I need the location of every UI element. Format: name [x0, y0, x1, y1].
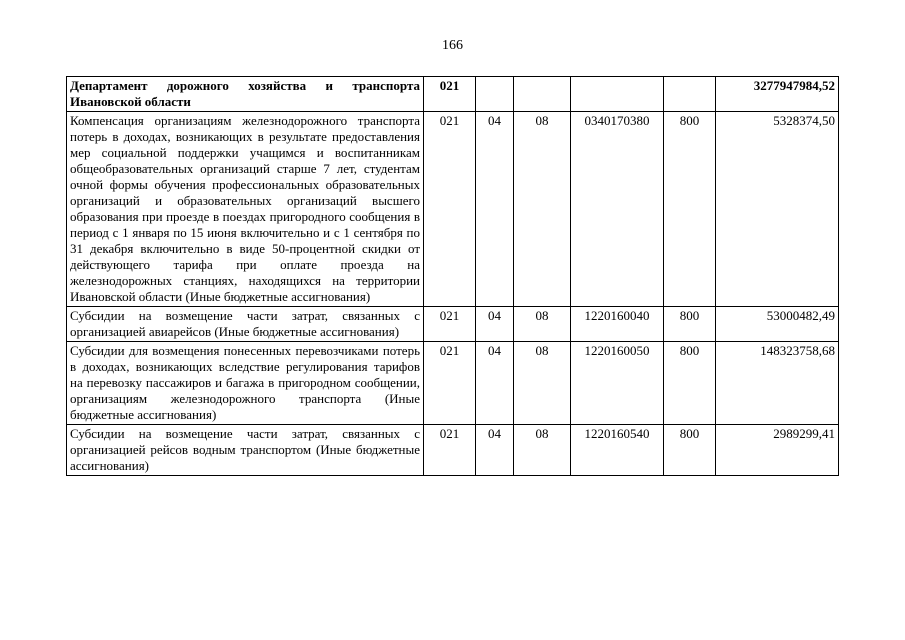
ministry-code: 021 [424, 307, 476, 342]
target-code: 1220160540 [571, 425, 664, 476]
amount: 3277947984,52 [716, 77, 839, 112]
amount: 5328374,50 [716, 112, 839, 307]
table-row [67, 77, 839, 112]
table-row [67, 342, 839, 425]
table-row [67, 425, 839, 476]
ministry-code: 021 [424, 112, 476, 307]
subsection-code [514, 77, 571, 112]
row-name: Департамент дорожного хозяйства и транспорта Ивановской области [67, 77, 424, 112]
target-code: 0340170380 [571, 112, 664, 307]
ministry-code: 021 [424, 342, 476, 425]
target-code: 1220160050 [571, 342, 664, 425]
subsection-code: 08 [514, 112, 571, 307]
amount: 148323758,68 [716, 342, 839, 425]
row-name: Компенсация организациям железнодорожного транспорта потерь в доходах, возникающих в результате предоставления мер социальной поддержки учащимся и воспитанникам общеобразовательных организаций старше 7 лет, студентам очной формы обучения профессиональных образовательных организаций и образовательных организаций высшего образования при проезде в поездах пригородного сообщения в период с 1 января по 15 июня включительно и с 1 сентября по 31 декабря включительно в виде 50-процентной скидки от действующего тарифа при оплате проезда на железнодорожных станциях, находящихся на территории Ивановской области (Иные бюджетные ассигнования) [67, 112, 424, 307]
subsection-code: 08 [514, 307, 571, 342]
target-code [571, 77, 664, 112]
ministry-code: 021 [424, 77, 476, 112]
section-code [476, 77, 514, 112]
amount: 53000482,49 [716, 307, 839, 342]
expense-type-code: 800 [664, 342, 716, 425]
subsection-code: 08 [514, 342, 571, 425]
table-row [67, 307, 839, 342]
expense-type-code: 800 [664, 112, 716, 307]
row-name: Субсидии на возмещение части затрат, связанных с организацией авиарейсов (Иные бюджетные ассигнования) [67, 307, 424, 342]
table-row [67, 112, 839, 307]
target-code: 1220160040 [571, 307, 664, 342]
page-number: 166 [442, 38, 463, 53]
budget-table [66, 76, 839, 476]
ministry-code: 021 [424, 425, 476, 476]
expense-type-code [664, 77, 716, 112]
row-name: Субсидии на возмещение части затрат, связанных с организацией рейсов водным транспортом (Иные бюджетные ассигнования) [67, 425, 424, 476]
amount: 2989299,41 [716, 425, 839, 476]
expense-type-code: 800 [664, 307, 716, 342]
section-code: 04 [476, 112, 514, 307]
section-code: 04 [476, 342, 514, 425]
row-name: Субсидии для возмещения понесенных перевозчиками потерь в доходах, возникающих вследствие регулирования тарифов на перевозку пассажиров и багажа в пригородном сообщении, организациям железнодорожного транспорта (Иные бюджетные ассигнования) [67, 342, 424, 425]
section-code: 04 [476, 425, 514, 476]
expense-type-code: 800 [664, 425, 716, 476]
section-code: 04 [476, 307, 514, 342]
subsection-code: 08 [514, 425, 571, 476]
